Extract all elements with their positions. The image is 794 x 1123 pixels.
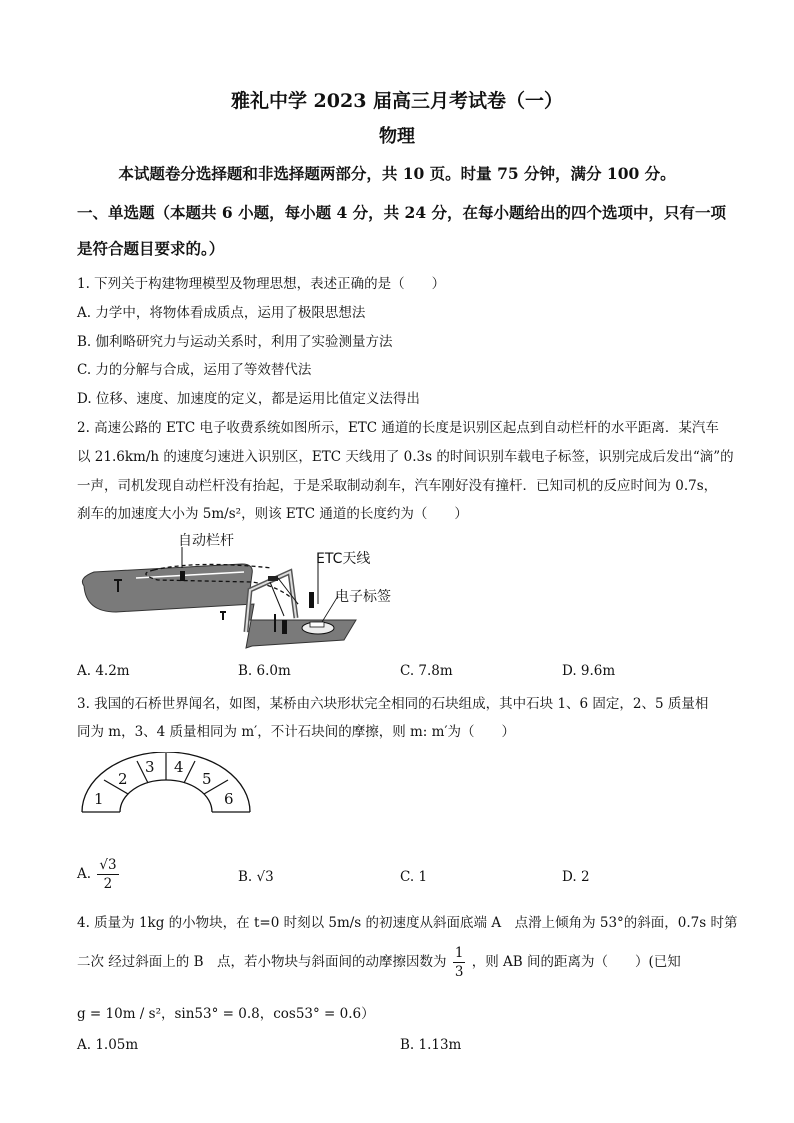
q2-line4: 刹车的加速度大小为 5m/s²，则该 ETC 通道的长度约为（ ） <box>77 506 468 522</box>
q3-option-a-fraction <box>97 856 118 893</box>
q4-fraction-numerator: 1 <box>454 945 464 961</box>
q3-option-d <box>562 869 590 885</box>
q3-line1: 3. 我国的石桥世界闻名，如图，某桥由六块形状完全相同的石块组成，其中石块 1、6 固定，2、5 质量相 <box>77 696 709 712</box>
q3-line2: 同为 m，3、4 质量相同为 m′，不计石块间的摩擦，则 m: m′为（ ） <box>77 724 516 740</box>
q3-option-d-value: 2 <box>580 869 590 885</box>
q2-line1: 2. 高速公路的 ETC 电子收费系统如图所示，ETC 通道的长度是识别区起点到自动栏杆的水平距离．某汽车 <box>77 420 719 436</box>
q3-option-c-letter: C. <box>400 869 415 885</box>
q1-option-a: A. 力学中，将物体看成质点，运用了极限思想法 <box>77 305 366 321</box>
q2-option-c: C. 7.8m <box>400 663 453 679</box>
stone-6-label: 6 <box>224 790 234 808</box>
q1-option-b: B. 伽利略研究力与运动关系时，利用了实验测量方法 <box>77 334 393 350</box>
q4-line1: 4. 质量为 1kg 的小物块，在 t=0 时刻以 5m/s 的初速度从斜面底端 A 点滑上倾角为 53°的斜面，0.7s 时第 <box>77 915 738 931</box>
section-heading-line1: 一、单选题（本题共 6 小题，每小题 4 分，共 24 分，在每小题给出的四个选项中，只有一项 <box>77 203 727 222</box>
q3-option-a-denominator: 2 <box>103 876 113 892</box>
antenna-label: ETC天线 <box>316 551 371 567</box>
q2-line2: 以 21.6km/h 的速度匀速进入识别区，ETC 天线用了 0.3s 的时间识别车载电子标签，识别完成后发出“滴”的 <box>77 449 734 465</box>
etc-figure <box>76 528 406 656</box>
q4-given-values: g = 10m / s²，sin53° = 0.8，cos53° = 0.6） <box>77 1006 375 1022</box>
q3-option-b <box>238 869 274 885</box>
q4-line2-part-b: ，则 AB 间的距离为（ ）(已知 <box>471 954 681 970</box>
stone-4-label: 4 <box>174 758 184 776</box>
q3-option-d-letter: D. <box>562 869 577 885</box>
q3-option-a <box>77 856 121 893</box>
q2-option-d: D. 9.6m <box>562 663 616 679</box>
q4-friction-fraction <box>453 944 466 981</box>
stone-3-label: 3 <box>145 758 155 776</box>
section-heading-line2: 是符合题目要求的。） <box>77 239 225 258</box>
q2-option-a: A. 4.2m <box>77 663 130 679</box>
stone-1-label: 1 <box>94 790 104 808</box>
q3-option-b-value: √3 <box>256 869 274 885</box>
q4-line2 <box>77 944 681 981</box>
q4-fraction-denominator: 3 <box>454 964 464 980</box>
q3-option-b-letter: B. <box>238 869 253 885</box>
tag-label: 电子标签 <box>335 589 391 605</box>
subject-title: 物理 <box>379 126 415 147</box>
q3-option-c <box>400 869 427 885</box>
q1-option-d: D. 位移、速度、加速度的定义，都是运用比值定义法得出 <box>77 391 420 407</box>
stone-arch-figure <box>78 752 254 816</box>
q2-option-b: B. 6.0m <box>238 663 291 679</box>
q2-line3: 一声，司机发现自动栏杆没有抬起，于是采取制动刹车，汽车刚好没有撞杆．已知司机的反应时间为 0.7s， <box>77 478 718 494</box>
exam-intro: 本试题卷分选择题和非选择题两部分，共 10 页。时量 75 分钟，满分 100 分。 <box>118 164 676 183</box>
stone-5-label: 5 <box>202 770 212 788</box>
q3-option-a-letter: A. <box>77 866 92 882</box>
q4-option-a: A. 1.05m <box>77 1037 139 1053</box>
q3-option-c-value: 1 <box>418 869 428 885</box>
gate-label: 自动栏杆 <box>178 533 234 549</box>
q1-stem: 1. 下列关于构建物理模型及物理思想，表述正确的是（ ） <box>77 276 446 292</box>
q3-option-a-numerator: √3 <box>99 857 117 873</box>
stone-2-label: 2 <box>118 770 128 788</box>
q4-option-b: B. 1.13m <box>400 1037 462 1053</box>
q1-option-c: C. 力的分解与合成，运用了等效替代法 <box>77 362 312 378</box>
exam-title: 雅礼中学 2023 届高三月考试卷（一） <box>230 90 564 112</box>
q4-line2-part-a: 二次 经过斜面上的 B 点，若小物块与斜面间的动摩擦因数为 <box>77 954 447 970</box>
